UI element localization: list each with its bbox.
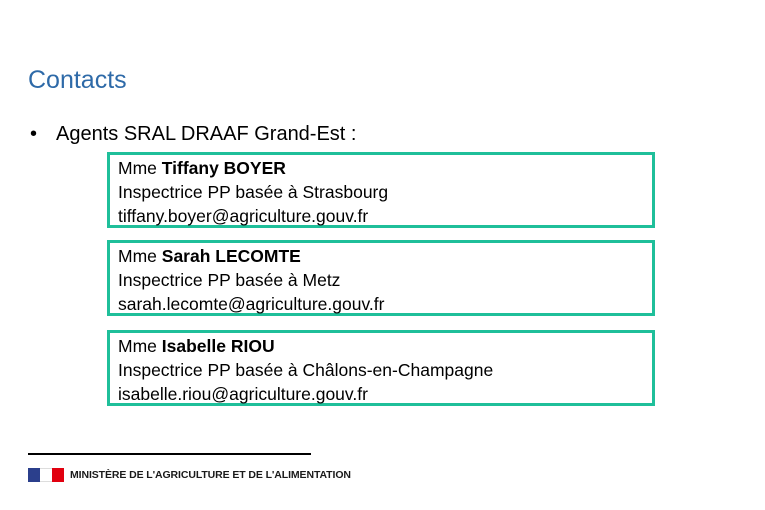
- contact-role: Inspectrice PP basée à Metz: [118, 270, 341, 290]
- contact-civility: Mme: [118, 246, 157, 266]
- contact-name-line: [118, 156, 644, 180]
- contact-name: Isabelle RIOU: [161, 336, 275, 356]
- footer-divider: [28, 453, 311, 455]
- contact-civility: Mme: [118, 158, 157, 178]
- bullet-item-agents: [30, 123, 356, 146]
- bullet-text: Agents SRAL DRAAF Grand-Est :: [56, 123, 357, 145]
- contact-role: Inspectrice PP basée à Châlons-en-Champagne: [118, 360, 494, 380]
- contact-name: Tiffany BOYER: [161, 158, 286, 178]
- contact-card-2: [107, 240, 655, 316]
- contact-role: Inspectrice PP basée à Strasbourg: [118, 182, 389, 202]
- contact-name-line: [118, 244, 644, 268]
- contact-email[interactable]: tiffany.boyer@agriculture.gouv.fr: [118, 206, 369, 226]
- bullet-icon: •: [30, 123, 38, 145]
- contact-card-3: [107, 330, 655, 406]
- contact-name-line: [118, 334, 644, 358]
- contact-email[interactable]: isabelle.riou@agriculture.gouv.fr: [118, 384, 368, 404]
- contact-civility: Mme: [118, 336, 157, 356]
- ministry-logo-text: MINISTÈRE DE L'AGRICULTURE ET DE L'ALIMENTATION: [70, 469, 351, 481]
- contact-card-1: [107, 152, 655, 228]
- contact-email[interactable]: sarah.lecomte@agriculture.gouv.fr: [118, 294, 385, 314]
- contact-name: Sarah LECOMTE: [161, 246, 301, 266]
- page-title: Contacts: [28, 66, 127, 94]
- french-flag-icon: [28, 468, 64, 482]
